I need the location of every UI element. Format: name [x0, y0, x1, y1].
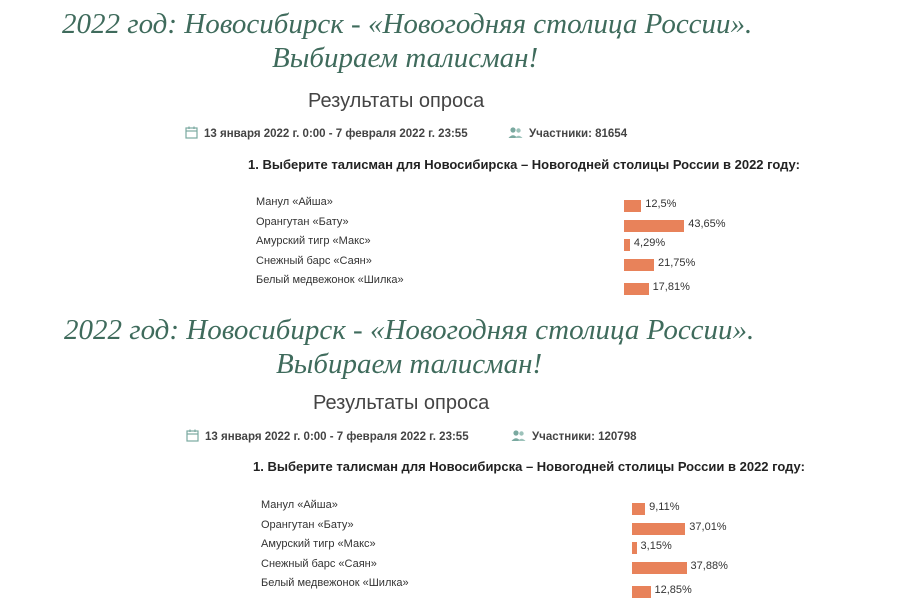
option-row: [256, 214, 736, 234]
option-row: [261, 517, 741, 537]
option-bar: [632, 542, 637, 554]
option-label: Орангутан «Бату»: [256, 215, 349, 228]
panel-2-subtitle: Результаты опроса: [313, 392, 490, 414]
option-label: Манул «Айша»: [261, 499, 338, 511]
option-value-label: 21,75%: [658, 256, 696, 269]
option-row: [261, 575, 741, 595]
option-bar: [624, 283, 649, 295]
panel-1-participants-text: Участники: 81654: [529, 128, 628, 140]
option-value-label: 3,15%: [640, 540, 672, 552]
panel-2-options: [261, 497, 741, 595]
panel-2-title: 2022 год: Новосибирск - «Новогодняя столица России».: [64, 314, 755, 346]
panel-2-participants-text: Участники: 120798: [532, 431, 637, 443]
option-bar: [632, 503, 645, 515]
option-value-label: 12,5%: [645, 198, 677, 210]
panel-1-period: [185, 126, 468, 142]
option-bar: [632, 586, 651, 598]
poll-panel-2: [0, 306, 900, 606]
option-label: Снежный барс «Саян»: [261, 557, 377, 570]
option-label: Белый медвежонок «Шилка»: [256, 274, 404, 286]
panel-2-question: 1. Выберите талисман для Новосибирска – Новогодней столицы России в 2022 году:: [253, 459, 805, 474]
panel-1-period-text: 13 января 2022 г. 0:00 - 7 февраля 2022 г. 23:55: [204, 128, 468, 140]
poll-panel-1: [0, 0, 900, 300]
option-label: Амурский тигр «Макс»: [256, 235, 371, 247]
option-value-label: 17,81%: [652, 281, 690, 293]
option-row: [256, 272, 736, 292]
option-value-label: 12,85%: [654, 584, 692, 596]
option-label: Манул «Айша»: [256, 196, 333, 208]
panel-2-title-line2: Выбираем талисман!: [276, 348, 543, 380]
panel-2-period: [186, 429, 469, 445]
panel-1-question: 1. Выберите талисман для Новосибирска – Новогодней столицы России в 2022 году:: [248, 157, 800, 172]
option-label: Снежный барс «Саян»: [256, 254, 372, 267]
option-row: [261, 536, 741, 556]
option-label: Орангутан «Бату»: [261, 518, 354, 531]
option-bar: [624, 259, 654, 271]
option-row: [256, 253, 736, 273]
option-bar: [632, 562, 687, 574]
option-bar: [624, 220, 684, 232]
option-row: [256, 233, 736, 253]
option-label: Амурский тигр «Макс»: [261, 538, 376, 550]
option-value-label: 9,11%: [649, 501, 680, 513]
panel-1-title-line2: Выбираем талисман!: [272, 42, 539, 74]
option-bar: [624, 239, 630, 251]
participants-icon: [508, 126, 523, 142]
option-bar: [632, 523, 685, 535]
panel-1-participants: [508, 126, 627, 142]
panel-1-subtitle: Результаты опроса: [308, 90, 485, 112]
calendar-icon: [186, 429, 199, 445]
option-row: [261, 497, 741, 517]
option-row: [256, 194, 736, 214]
option-value-label: 37,88%: [690, 559, 728, 572]
option-bar: [624, 200, 641, 212]
panel-2-period-text: 13 января 2022 г. 0:00 - 7 февраля 2022 г. 23:55: [205, 431, 469, 443]
option-value-label: 37,01%: [689, 520, 727, 533]
participants-icon: [511, 429, 526, 445]
panel-1-title: 2022 год: Новосибирск - «Новогодняя столица России».: [62, 8, 753, 40]
option-row: [261, 556, 741, 576]
panel-2-participants: [511, 429, 637, 445]
option-value-label: 43,65%: [688, 217, 726, 230]
calendar-icon: [185, 126, 198, 142]
option-label: Белый медвежонок «Шилка»: [261, 577, 409, 589]
panel-1-options: [256, 194, 736, 292]
option-value-label: 4,29%: [633, 237, 666, 249]
